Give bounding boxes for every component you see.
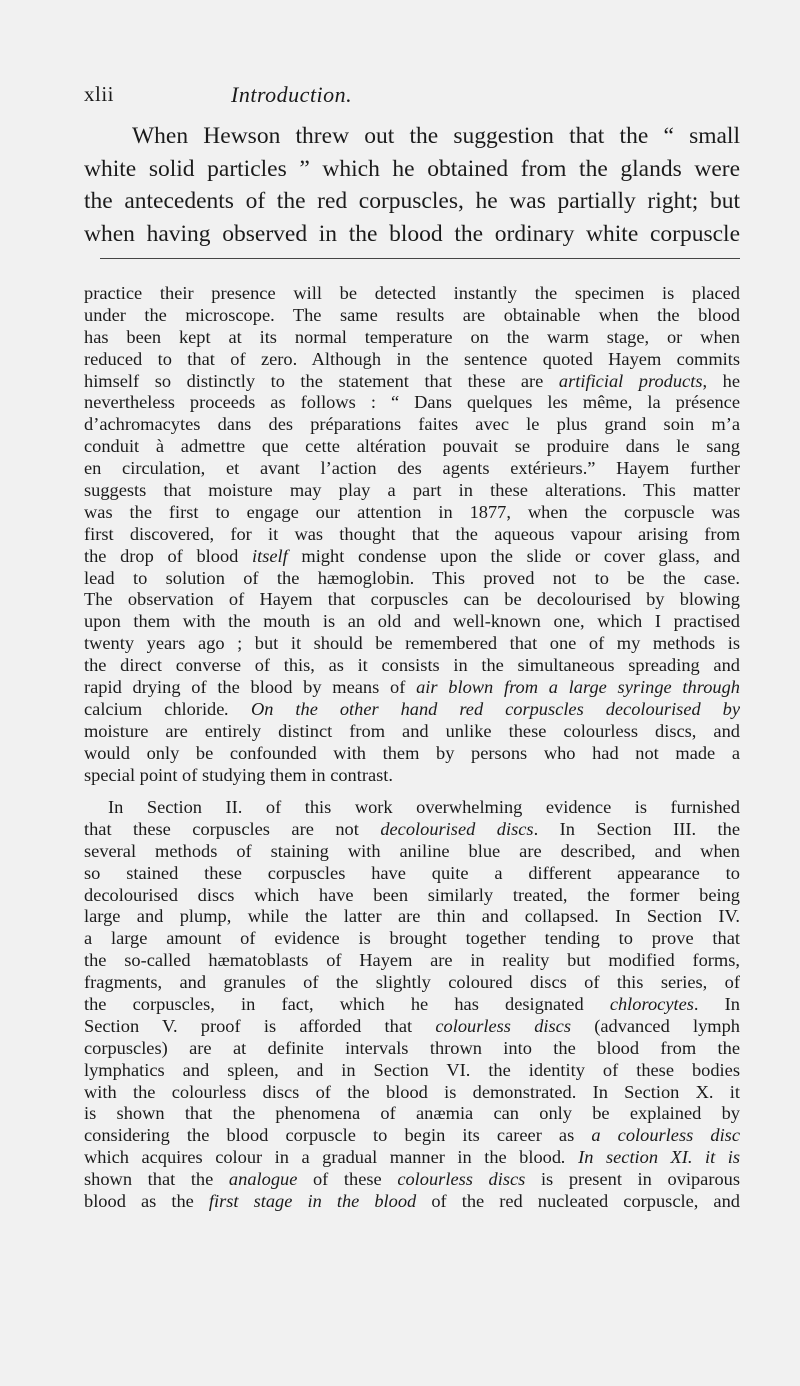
text-segment: the direct converse of this, as it consists in the simultaneous spreading and [84,655,740,676]
text-segment: corpuscles) are at definite intervals thrown into the blood from the [84,1037,740,1058]
text-line [84,305,740,327]
italic-text: decolourised discs [380,818,534,839]
text-line [84,502,740,524]
running-head [84,82,740,108]
text-line [84,677,740,699]
text-segment: himself so distinctly to the statement that these are [84,370,559,391]
paragraph-gap [84,786,740,797]
italic-text: artificial products [558,370,703,391]
text-line [84,480,740,502]
text-line [84,546,740,568]
italic-text: a colourless disc [591,1125,740,1146]
text-segment: twenty years ago ; but it should be remembered that one of my methods is [84,633,740,654]
text-segment: has been kept at its normal temperature on the warm stage, or when [84,326,740,347]
text-line [84,414,740,436]
text-line [84,327,740,349]
italic-text: colourless discs [397,1169,526,1190]
text-line [84,1147,740,1169]
text-line [84,797,740,819]
text-segment: that these corpuscles are not [84,818,381,839]
text-line [84,458,740,480]
text-line [84,655,740,677]
text-line: the antecedents of the red corpuscles, he was partially right; but [84,188,740,214]
text-segment: with the colourless discs of the blood is demonstrated. In Section X. it [84,1081,740,1102]
text-segment: the drop of blood [84,545,252,566]
text-segment: en circulation, et avant l’action des agents extérieurs.” Hayem further [84,458,740,479]
footnote-text [84,283,740,1213]
text-segment: so stained these corpuscles have quite a different appearance to [84,862,740,883]
text-segment: suggests that moisture may play a part in these alterations. This matter [84,480,740,501]
text-segment: several methods of staining with aniline blue are described, and when [84,840,740,861]
text-line: When Hewson threw out the suggestion that the “ small [132,123,740,149]
text-segment: . In Section III. the [533,818,740,839]
text-segment: the corpuscles, in fact, which he has designated [84,994,610,1014]
text-line [84,283,740,305]
text-line: white solid particles ” which he obtained from the glands were [84,155,740,182]
italic-text: . In section XI. it is [561,1147,740,1168]
text-line [84,524,740,546]
text-segment: of these [297,1169,398,1190]
text-line [84,743,740,765]
text-line [84,1125,740,1147]
text-segment: considering the blood corpuscle to begin its career as [84,1125,592,1146]
italic-text: . On the other hand red corpuscles decolourised by [224,698,741,719]
text-segment: a large amount of evidence is brought together tending to prove that [84,928,740,949]
text-line [84,1038,740,1060]
text-segment: was the first to engage our attention in 1877, when the corpuscle was [84,501,740,522]
text-segment: the so-called hæmatoblasts of Hayem are in reality but modified forms, [84,950,740,971]
text-line [84,1103,740,1125]
running-title: Introduction. [231,82,353,107]
text-line [84,1082,740,1104]
text-line [84,699,740,721]
text-line [84,972,740,994]
text-line: when having observed in the blood the ordinary white corpuscle [84,220,740,247]
text-segment: The observation of Hayem that corpuscles can be decolourised by blowing [84,589,740,610]
italic-text: colourless discs [435,1015,571,1036]
text-line [84,633,740,655]
text-line [84,371,740,393]
text-line [84,950,740,972]
divider-rule [100,258,740,259]
text-segment: fragments, and granules of the slightly coloured discs of this series, of [84,972,740,993]
text-segment: might condense upon the slide or cover glass, and [287,545,740,566]
text-segment: (advanced lymph [570,1015,740,1036]
text-line [84,819,740,841]
text-line [84,1016,740,1038]
text-line [84,611,740,633]
text-segment: large and plump, while the latter are thin and collapsed. In Section IV. [84,906,740,927]
page-number: xlii [84,82,115,106]
text-line [84,349,740,371]
text-line [84,1191,740,1213]
text-segment: shown that the [84,1169,229,1190]
text-segment: blood as the [84,1191,209,1212]
text-line [84,765,740,787]
italic-text: analogue [228,1169,298,1190]
text-segment: calcium chloride [84,698,225,719]
text-segment: In Section II. of this work overwhelming evidence is furnished [108,796,740,817]
text-line [84,906,740,928]
text-line [84,392,740,414]
text-segment: is shown that the phenomena of anæmia can only be explained by [84,1103,740,1124]
italic-text: chlorocytes [609,994,694,1014]
text-segment: reduced to that of zero. Although in the sentence quoted Hayem commits [84,348,740,369]
text-segment: rapid drying of the blood by means of [84,677,417,698]
text-segment: , he [702,370,740,391]
text-segment: would only be confounded with them by persons who had not made a [84,742,740,763]
text-segment: is present in oviparous [525,1169,740,1190]
upper-paragraph [84,120,740,250]
text-segment: upon them with the mouth is an old and well-known one, which I practised [84,611,740,632]
text-line [84,1060,740,1082]
text-line [84,436,740,458]
text-line [84,841,740,863]
text-segment: d’achromacytes dans des préparations faites avec le plus grand soin m’a [84,414,740,435]
text-segment: . In [693,994,740,1014]
text-line [84,1169,740,1191]
text-line [84,885,740,907]
italic-text: first stage in the blood [208,1191,417,1212]
italic-text: air blown from a large syringe through [416,677,740,698]
text-segment: lymphatics and spleen, and in Section VI. the identity of these bodies [84,1059,740,1080]
text-line [84,928,740,950]
text-segment: special point of studying them in contrast. [84,764,394,785]
text-line [84,568,740,590]
text-segment: practice their presence will be detected instantly the specimen is placed [84,283,740,303]
text-segment: of the red nucleated corpuscle, and [416,1191,740,1212]
italic-text: itself [251,545,288,566]
text-line [84,863,740,885]
text-segment: first discovered, for it was thought that the aqueous vapour arising from [84,523,740,544]
text-segment: conduit à admettre que cette altération pouvait se produire dans le sang [84,436,740,457]
text-segment: lead to solution of the hæmoglobin. This proved not to be the case. [84,567,740,588]
text-segment: decolourised discs which have been similarly treated, the former being [84,884,740,905]
text-line [84,721,740,743]
text-segment: Section V. proof is afforded that [84,1015,436,1036]
text-segment: under the microscope. The same results are obtainable when the blood [84,304,740,325]
text-line [84,589,740,611]
text-line [84,994,740,1016]
text-segment: nevertheless proceeds as follows : “ Dans quelques les même, la présence [84,392,740,413]
text-segment: moisture are entirely distinct from and unlike these colourless discs, and [84,720,740,741]
text-segment: which acquires colour in a gradual manner in the blood [84,1147,562,1168]
